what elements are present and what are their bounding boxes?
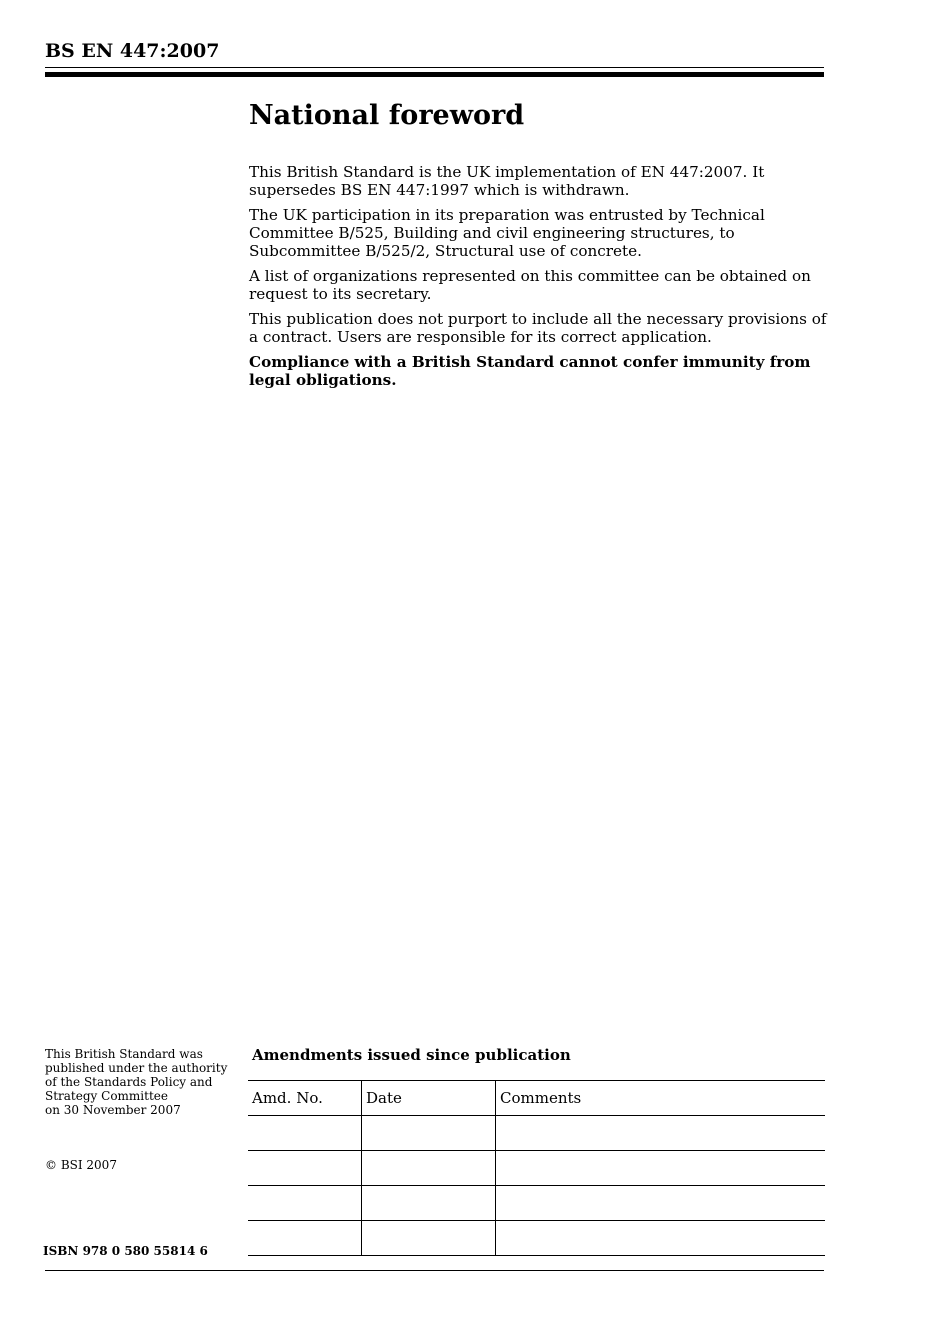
column-header-comments: Comments: [496, 1081, 826, 1116]
table-cell: [248, 1186, 362, 1221]
table-header-row: [248, 1081, 825, 1116]
footer-rule: [45, 1270, 824, 1271]
paragraph-organizations: A list of organizations represented on this committee can be obtained on request to its secretary.: [249, 267, 811, 303]
paragraph-provisions: This publication does not purport to include all the necessary provisions of a contract. Users are responsible for its correct application.: [249, 310, 827, 346]
table-cell: [248, 1116, 362, 1151]
table-cell: [362, 1221, 496, 1256]
copyright-notice: © BSI 2007: [45, 1158, 117, 1172]
table-row: [248, 1116, 825, 1151]
paragraph-participation: The UK participation in its preparation was entrusted by Technical Committee B/525, Building and civil engineering structures, to Subcommittee B/525/2, Structural use of concrete.: [249, 206, 765, 260]
table-cell: [362, 1151, 496, 1186]
isbn: ISBN 978 0 580 55814 6: [43, 1244, 208, 1258]
authority-line: This British Standard was: [45, 1047, 203, 1061]
document-id: BS EN 447:2007: [45, 40, 220, 62]
foreword-body: [249, 163, 829, 396]
compliance-statement: Compliance with a British Standard cannot confer immunity from legal obligations.: [249, 353, 811, 389]
authority-line: on 30 November 2007: [45, 1103, 181, 1117]
table-cell: [362, 1116, 496, 1151]
amendments-table: [248, 1080, 825, 1256]
header-rule-thick: [45, 72, 824, 77]
table-row: [248, 1151, 825, 1186]
table-cell: [496, 1186, 826, 1221]
table-cell: [248, 1221, 362, 1256]
authority-line: Strategy Committee: [45, 1089, 168, 1103]
authority-line: published under the authority: [45, 1061, 228, 1075]
table-cell: [248, 1151, 362, 1186]
table-cell: [496, 1151, 826, 1186]
table-cell: [496, 1221, 826, 1256]
column-header-date: Date: [362, 1081, 496, 1116]
authority-line: of the Standards Policy and: [45, 1075, 213, 1089]
table-cell: [362, 1186, 496, 1221]
header-rule-thin: [45, 67, 824, 68]
table-row: [248, 1221, 825, 1256]
table-row: [248, 1186, 825, 1221]
column-header-amd-no: Amd. No.: [248, 1081, 362, 1116]
paragraph-implementation: This British Standard is the UK implementation of EN 447:2007. It supersedes BS EN 447:1997 which is withdrawn.: [249, 163, 765, 199]
table-cell: [496, 1116, 826, 1151]
amendments-heading: Amendments issued since publication: [252, 1046, 571, 1064]
publication-authority: [45, 1047, 245, 1117]
page-title: National foreword: [249, 100, 525, 131]
